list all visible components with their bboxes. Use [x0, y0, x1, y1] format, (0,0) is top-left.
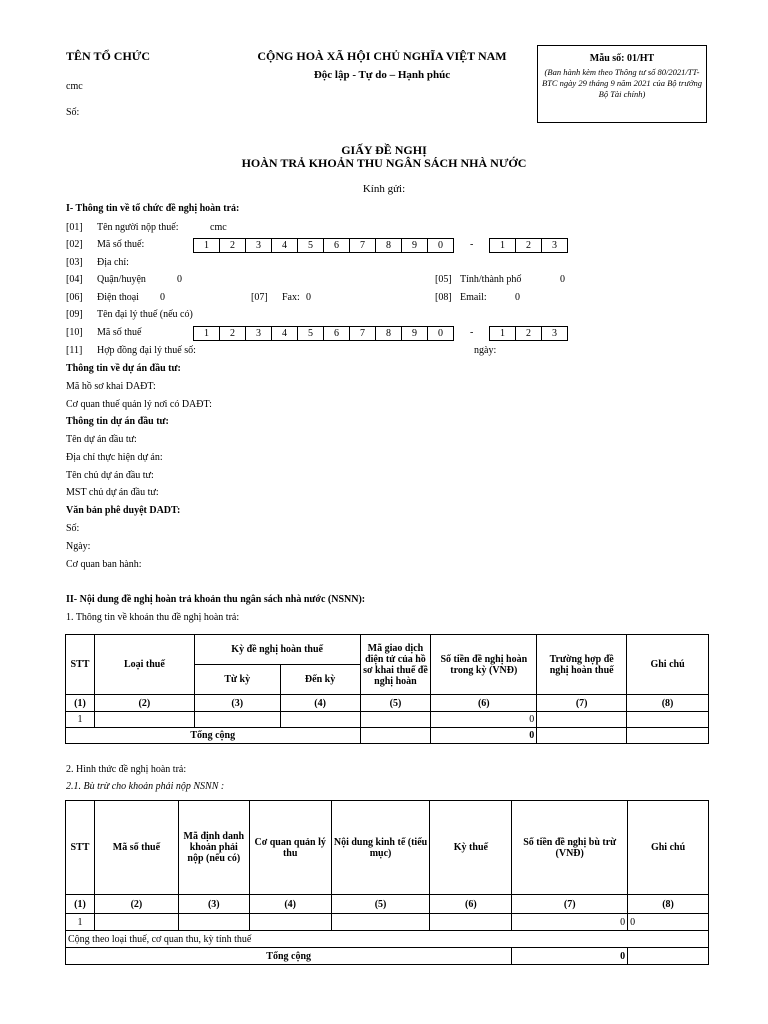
cell-note: 0 — [628, 914, 709, 931]
tax-digit: 7 — [349, 326, 376, 341]
tax-digit: 2 — [219, 326, 246, 341]
col-header-offset-amount: Số tiền đề nghị bù trừ (VNĐ) — [512, 801, 628, 895]
cell-case — [537, 712, 627, 728]
form-number: Mẫu số: 01/HT — [589, 53, 655, 64]
row-code: [05] — [435, 274, 452, 285]
row-04-05 — [66, 273, 706, 287]
cell-note — [627, 712, 709, 728]
col-number: (3) — [194, 695, 280, 712]
tax-digit: 6 — [323, 326, 350, 341]
tax-digit: 5 — [297, 238, 324, 253]
project-line: Cơ quan ban hành: — [66, 559, 142, 570]
cell-identifier — [178, 914, 249, 931]
branch-digit: 2 — [515, 238, 542, 253]
cell-economic-content — [331, 914, 430, 931]
col-number: (1) — [66, 895, 95, 914]
form-number-box — [537, 45, 707, 123]
tax-digit: 2 — [219, 238, 246, 253]
cell-to — [280, 712, 360, 728]
row-code: [01] — [66, 222, 83, 233]
project-line: Mã hồ sơ khai DAĐT: — [66, 381, 156, 392]
doc-title-line1: GIẤY ĐỀ NGHỊ — [341, 143, 427, 157]
section1-heading: I- Thông tin về tổ chức đề nghị hoàn trả: — [66, 203, 240, 214]
tax-digit: 9 — [401, 238, 428, 253]
motto: Độc lập - Tự do – Hạnh phúc — [313, 69, 451, 81]
col-number: (7) — [512, 895, 628, 914]
col-header-period: Kỳ đề nghị hoàn thuế — [194, 635, 360, 665]
contract-date-label: ngày: — [474, 345, 497, 356]
cell-authority — [249, 914, 331, 931]
row-label: Điện thoại — [97, 292, 139, 303]
column-number-row — [66, 895, 709, 914]
col-header-from: Từ kỳ — [194, 665, 280, 695]
project-line: Cơ quan thuế quản lý nơi có DAĐT: — [66, 399, 212, 410]
total-amount: 0 — [512, 948, 628, 965]
col-number: (7) — [537, 695, 627, 712]
total-amount: 0 — [431, 728, 537, 744]
total-empty — [537, 728, 627, 744]
total-empty — [360, 728, 431, 744]
total-empty — [627, 728, 709, 744]
nation-title: CỘNG HOÀ XÃ HỘI CHỦ NGHĨA VIỆT NAM — [257, 49, 507, 63]
doc-title-line2: HOÀN TRẢ KHOẢN THU NGÂN SÁCH NHÀ NƯỚC — [241, 156, 527, 170]
refund-table — [65, 634, 709, 744]
col-header-transaction-code: Mã giao dịch điện tử của hồ sơ khai thuế đề nghị hoàn — [360, 635, 431, 695]
tax-digit: 8 — [375, 326, 402, 341]
agent-tax-code-dash: - — [470, 327, 474, 338]
row-code: [11] — [66, 345, 83, 356]
column-number-row — [66, 695, 709, 712]
col-number: (4) — [249, 895, 331, 914]
branch-digit: 1 — [489, 238, 516, 253]
col-number: (3) — [178, 895, 249, 914]
col-header-case: Trường hợp đề nghị hoàn thuế — [537, 635, 627, 695]
row-label: Quận/huyện — [97, 274, 146, 285]
taxpayer-name: cmc — [210, 222, 227, 233]
col-header-tax-code: Mã số thuế — [94, 801, 178, 895]
col-number: (8) — [628, 895, 709, 914]
row-06-08 — [66, 291, 706, 305]
col-number: (4) — [280, 695, 360, 712]
so-label: Số: — [66, 107, 80, 118]
tax-digit: 1 — [193, 326, 220, 341]
fax-value: 0 — [306, 292, 311, 303]
cell-offset-amount: 0 — [512, 914, 628, 931]
project-heading: Thông tin dự án đầu tư: — [66, 416, 169, 427]
project-line: Số: — [66, 523, 80, 534]
branch-digit: 1 — [489, 326, 516, 341]
col-header-identifier: Mã định danh khoản phải nộp (nếu có) — [178, 801, 249, 895]
tax-code-dash: - — [470, 239, 474, 250]
cell-tax-code — [94, 914, 178, 931]
tax-digit: 1 — [193, 238, 220, 253]
project-line: Tên chủ dự án đầu tư: — [66, 470, 154, 481]
section2-sub1: 1. Thông tin về khoản thu đề nghị hoàn trả: — [66, 612, 240, 623]
row-code: [04] — [66, 274, 83, 285]
cell-from — [194, 712, 280, 728]
col-header-note: Ghi chú — [628, 801, 709, 895]
row-03 — [66, 256, 666, 270]
total-empty — [628, 948, 709, 965]
col-header-amount: Số tiền đề nghị hoàn trong kỳ (VNĐ) — [431, 635, 537, 695]
row-label: Tên người nộp thuế: — [97, 222, 179, 233]
col-header-tax-period: Kỳ thuế — [430, 801, 512, 895]
row-code: [10] — [66, 327, 83, 338]
col-number: (5) — [360, 695, 431, 712]
tax-digit: 9 — [401, 326, 428, 341]
offset-table — [65, 800, 709, 965]
tax-code-boxes — [193, 238, 454, 253]
row-label: Mã số thuế: — [97, 239, 145, 250]
col-number: (6) — [431, 695, 537, 712]
branch-code-boxes — [489, 238, 568, 253]
section2-sub2: 2. Hình thức đề nghị hoàn trả: — [66, 764, 187, 775]
row-code: [03] — [66, 257, 83, 268]
row-01 — [66, 221, 666, 235]
project-heading: Thông tin về dự án đầu tư: — [66, 363, 181, 374]
phone-value: 0 — [160, 292, 165, 303]
table-row — [66, 712, 709, 728]
cell-stt: 1 — [66, 914, 95, 931]
row-label: Mã số thuế — [97, 327, 142, 338]
project-line: Địa chỉ thực hiện dự án: — [66, 452, 163, 463]
section2-sub21: 2.1. Bù trừ cho khoản phải nộp NSNN : — [66, 781, 225, 792]
col-number: (6) — [430, 895, 512, 914]
col-header-economic-content: Nội dung kinh tế (tiểu mục) — [331, 801, 430, 895]
tax-digit: 6 — [323, 238, 350, 253]
agent-branch-code-boxes — [489, 326, 568, 341]
tax-digit: 5 — [297, 326, 324, 341]
cell-transaction-code — [360, 712, 431, 728]
district-value: 0 — [177, 274, 182, 285]
project-line: MST chủ dự án đầu tư: — [66, 487, 159, 498]
col-header-stt: STT — [66, 801, 95, 895]
col-header-to: Đến kỳ — [280, 665, 360, 695]
form-note: (Ban hành kèm theo Thông tư số 80/2021/TT-BTC ngày 29 tháng 9 năm 2021 của Bộ trưởng Bộ Tài chính) — [541, 67, 703, 99]
row-code: [02] — [66, 239, 83, 250]
cell-tax-period — [430, 914, 512, 931]
total-row — [66, 728, 709, 744]
tax-digit: 4 — [271, 238, 298, 253]
col-number: (2) — [94, 695, 194, 712]
greeting: Kính gửi: — [362, 183, 406, 195]
row-label: Tên đại lý thuế (nếu có) — [97, 309, 193, 320]
subtotal-label: Cộng theo loại thuế, cơ quan thu, kỳ tính thuế — [66, 931, 709, 948]
section2-heading: II- Nội dung đề nghị hoàn trả khoản thu ngân sách nhà nước (NSNN): — [66, 594, 366, 605]
email-value: 0 — [515, 292, 520, 303]
row-09 — [66, 308, 666, 322]
branch-digit: 2 — [515, 326, 542, 341]
col-number: (8) — [627, 695, 709, 712]
total-row — [66, 948, 709, 965]
tax-digit: 8 — [375, 238, 402, 253]
row-label: Email: — [460, 292, 487, 303]
province-value: 0 — [560, 274, 565, 285]
table-row — [66, 914, 709, 931]
tax-digit: 7 — [349, 238, 376, 253]
row-11 — [66, 344, 666, 358]
row-code: [08] — [435, 292, 452, 303]
cell-tax-type — [94, 712, 194, 728]
row-label: Địa chỉ: — [97, 257, 129, 268]
project-heading: Văn bản phê duyệt DADT: — [66, 505, 181, 516]
row-code: [07] — [251, 292, 268, 303]
project-line: Tên dự án đầu tư: — [66, 434, 137, 445]
agent-tax-code-boxes — [193, 326, 454, 341]
cell-amount: 0 — [431, 712, 537, 728]
col-number: (5) — [331, 895, 430, 914]
row-label: Fax: — [282, 292, 300, 303]
tax-digit: 3 — [245, 326, 272, 341]
col-header-note: Ghi chú — [627, 635, 709, 695]
tax-digit: 0 — [427, 326, 454, 341]
tax-digit: 4 — [271, 326, 298, 341]
subtotal-row — [66, 931, 709, 948]
tax-digit: 0 — [427, 238, 454, 253]
row-code: [06] — [66, 292, 83, 303]
org-name: cmc — [66, 81, 83, 92]
tax-digit: 3 — [245, 238, 272, 253]
col-number: (1) — [66, 695, 95, 712]
row-label: Tỉnh/thành phố — [460, 274, 522, 285]
total-label: Tổng cộng — [66, 728, 361, 744]
col-header-authority: Cơ quan quản lý thu — [249, 801, 331, 895]
cell-stt: 1 — [66, 712, 95, 728]
total-label: Tổng cộng — [66, 948, 512, 965]
branch-digit: 3 — [541, 238, 568, 253]
project-line: Ngày: — [66, 541, 91, 552]
row-label: Hợp đồng đại lý thuế số: — [97, 345, 196, 356]
col-number: (2) — [94, 895, 178, 914]
row-code: [09] — [66, 309, 83, 320]
org-title: TÊN TỔ CHỨC — [66, 49, 151, 63]
col-header-stt: STT — [66, 635, 95, 695]
col-header-tax-type: Loại thuế — [94, 635, 194, 695]
branch-digit: 3 — [541, 326, 568, 341]
